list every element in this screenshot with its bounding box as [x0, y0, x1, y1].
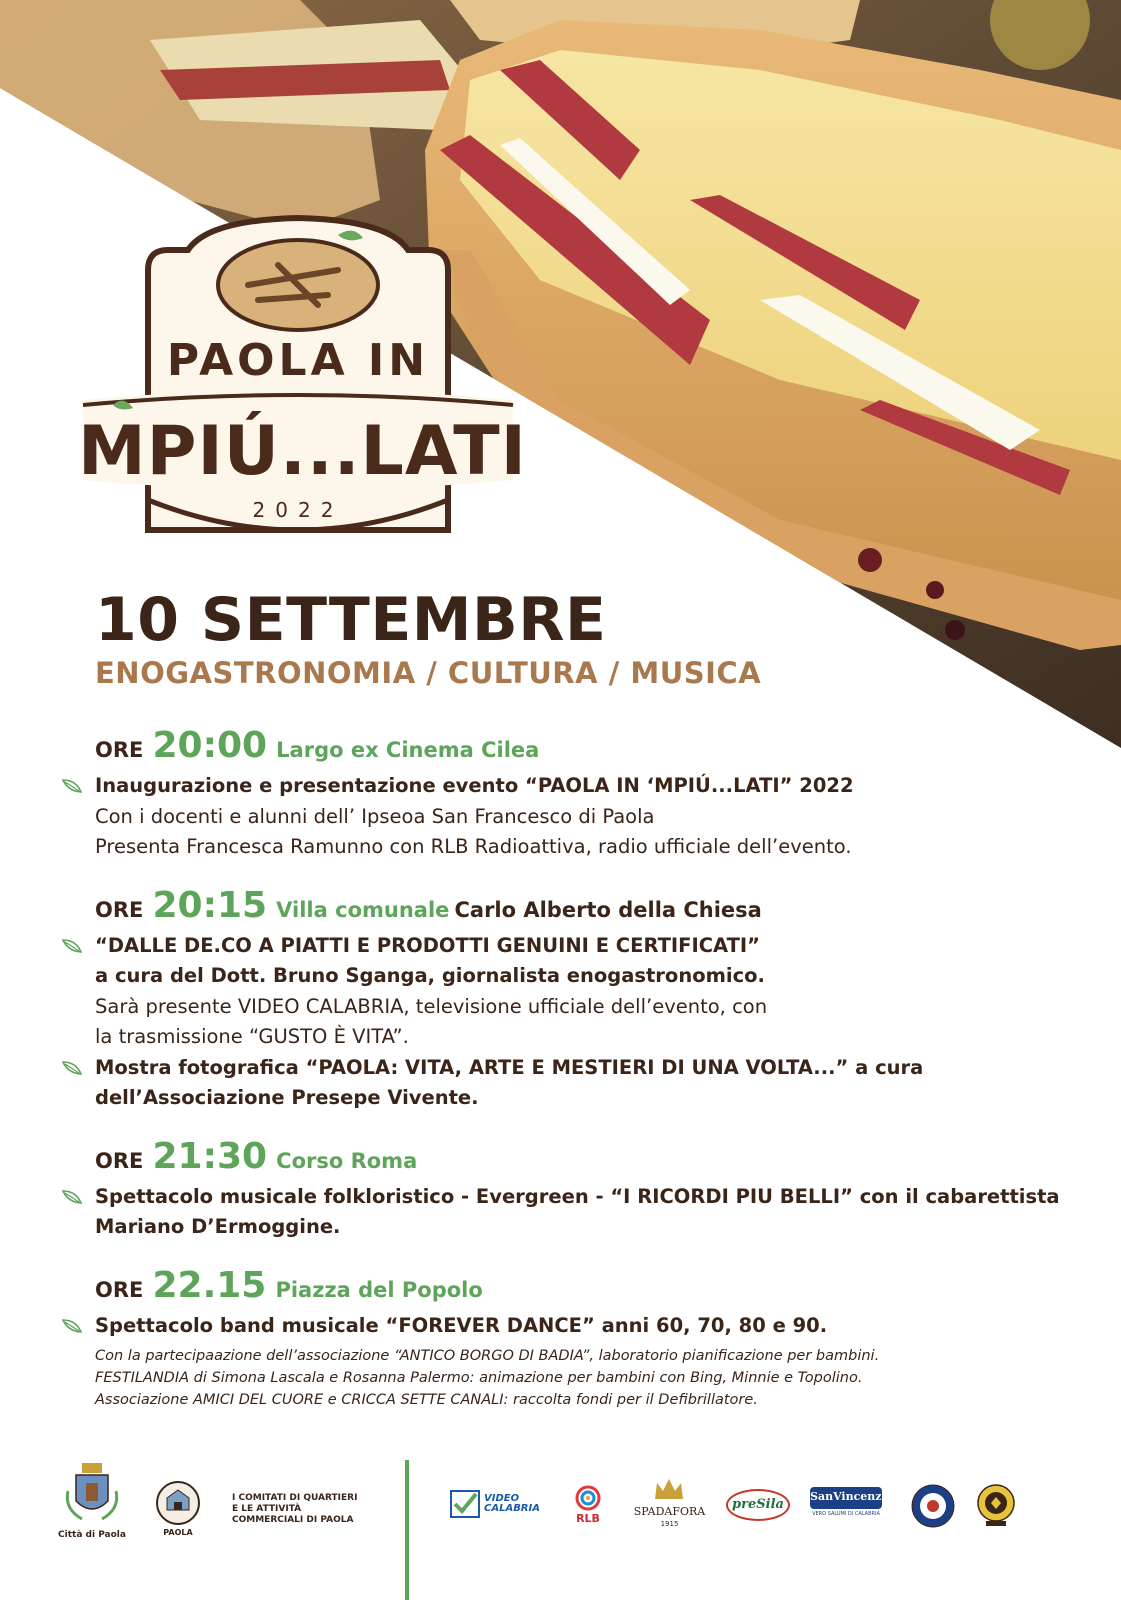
event-time-row [62, 885, 1062, 931]
ore-label: ORE [95, 897, 144, 922]
event-line [62, 931, 1062, 962]
leaf-icon [62, 1061, 82, 1075]
event-line-text: Spettacolo band musicale “FOREVER DANCE” anni 60, 70, 80 e 90. [95, 1313, 828, 1337]
event-place: Largo ex Cinema Cilea [276, 738, 540, 762]
sponsor-spadafora [632, 1477, 707, 1532]
ore-label: ORE [95, 1148, 144, 1173]
sponsor-sanvincenzo [810, 1487, 889, 1523]
sponsor-rlb [568, 1485, 608, 1527]
event-line-text: Mostra fotografica “PAOLA: VITA, ARTE E MESTIERI DI UNA VOLTA...” a cura [95, 1055, 924, 1079]
event-line [62, 1022, 1062, 1053]
event-subtitle: ENOGASTRONOMIA / CULTURA / MUSICA [95, 656, 762, 690]
ore-label: ORE [95, 738, 144, 762]
event-line [62, 832, 1062, 863]
event-place-extra: Carlo Alberto della Chiesa [454, 897, 762, 922]
event-4 [62, 1265, 1062, 1342]
leaf-icon [62, 939, 82, 953]
note-line: FESTILANDIA di Simona Lascala e Rosanna Palermo: animazione per bambini con Bing, Minnie e Topolino. [95, 1370, 863, 1386]
event-date: 10 SETTEMBRE [95, 585, 607, 655]
event-line-text: Con i docenti e alunni dell’ Ipseoa San Francesco di Paola [95, 804, 655, 828]
comitati-text: I COMITATI DI QUARTIERI E LE ATTIVITÀ COMMERCIALI DI PAOLA [232, 1493, 358, 1525]
event-line [62, 1053, 1062, 1084]
logo-year: 2022 [252, 498, 344, 522]
rlb-label: RLB [576, 1512, 600, 1525]
event-line-text: la trasmissione “GUSTO È VITA”. [95, 1025, 409, 1048]
sponsor-quality-seal-icon [976, 1483, 1016, 1529]
event-line [62, 1311, 1062, 1342]
event-line [62, 961, 1062, 992]
presila-label: preSila [732, 1497, 784, 1512]
note-line: Associazione AMICI DEL CUORE e CRICCA SETTE CANALI: raccolta fondi per il Defibrillatore. [95, 1392, 758, 1408]
event-line-text: a cura del Dott. Bruno Sganga, giornalista enogastronomico. [95, 964, 765, 987]
leaf-icon [62, 1190, 82, 1204]
ore-label: ORE [95, 1277, 144, 1302]
event-time-row [62, 1265, 1062, 1311]
checkmark-icon [450, 1490, 480, 1518]
event-time-row [62, 1136, 1062, 1182]
sponsor-presila [726, 1489, 790, 1521]
leaf-icon [62, 1319, 82, 1333]
logo-line1: PAOLA IN [166, 335, 430, 386]
event-3 [62, 1136, 1062, 1243]
event-line [62, 1083, 1062, 1114]
event-logo [78, 200, 527, 550]
crown-icon [652, 1477, 686, 1501]
event-time-row [62, 725, 1062, 771]
sanvincenzo-sub: VERO SALUMI DI CALABRIA [812, 1511, 880, 1517]
event-line [62, 992, 1062, 1023]
footer-divider [405, 1460, 409, 1600]
event-line-text: Spettacolo musicale folkloristico - Evergreen - “I RICORDI PIU BELLI” con il cabarettista [95, 1184, 1060, 1208]
event-time: 20:15 [152, 884, 268, 926]
sponsor-video-calabria [450, 1490, 550, 1520]
city-crest-icon [62, 1461, 122, 1525]
event-place: Corso Roma [276, 1148, 418, 1173]
event-line [62, 1212, 1062, 1243]
event-line [62, 1182, 1062, 1213]
event-line-text: Mariano D’Ermoggine. [95, 1215, 341, 1238]
event-place: Piazza del Popolo [275, 1277, 483, 1302]
leaf-icon [62, 779, 82, 793]
event-line-text: Inaugurazione e presentazione evento “PAOLA IN ‘MPIÚ...LATI” 2022 [95, 774, 854, 797]
spadafora-label: SPADAFORA [633, 1505, 706, 1518]
sanvincenzo-label: SanVincenzo [810, 1490, 889, 1503]
event-line [62, 771, 1062, 802]
event-line-text: “DALLE DE.CO A PIATTI E PRODOTTI GENUINI E CERTIFICATI” [95, 933, 760, 957]
rlb-logo-icon [571, 1485, 605, 1511]
logo-line2: MPIÚ...LATI [78, 412, 527, 491]
event-line-text: Presenta Francesca Ramunno con RLB Radioattiva, radio ufficiale dell’evento. [95, 835, 852, 858]
event-line-text: dell’Associazione Presepe Vivente. [95, 1086, 479, 1109]
footer [0, 1455, 1121, 1600]
comitato-label: PAOLA [163, 1528, 193, 1537]
notes [95, 1345, 1075, 1411]
event-2 [62, 885, 1062, 1114]
event-time: 20:00 [152, 725, 268, 766]
sponsor-association-badge-icon [910, 1483, 956, 1529]
event-time: 21:30 [152, 1135, 268, 1177]
video-calabria-label: VIDEO CALABRIA [484, 1493, 540, 1514]
event-line [62, 802, 1062, 833]
note-line: Con la partecipaazione dell’associazione “ANTICO BORGO DI BADIA”, laboratorio pianificazione per bambini. [95, 1348, 880, 1364]
spadafora-year: 1915 [660, 1520, 679, 1528]
city-label: Città di Paola [58, 1530, 126, 1540]
event-line-text: Sarà presente VIDEO CALABRIA, televisione ufficiale dell’evento, con [95, 994, 768, 1018]
comitato-emblem-icon [155, 1480, 201, 1526]
event-time: 22.15 [152, 1264, 267, 1306]
event-1 [62, 725, 1062, 863]
schedule [62, 725, 1062, 1363]
event-place: Villa comunale [276, 897, 450, 922]
